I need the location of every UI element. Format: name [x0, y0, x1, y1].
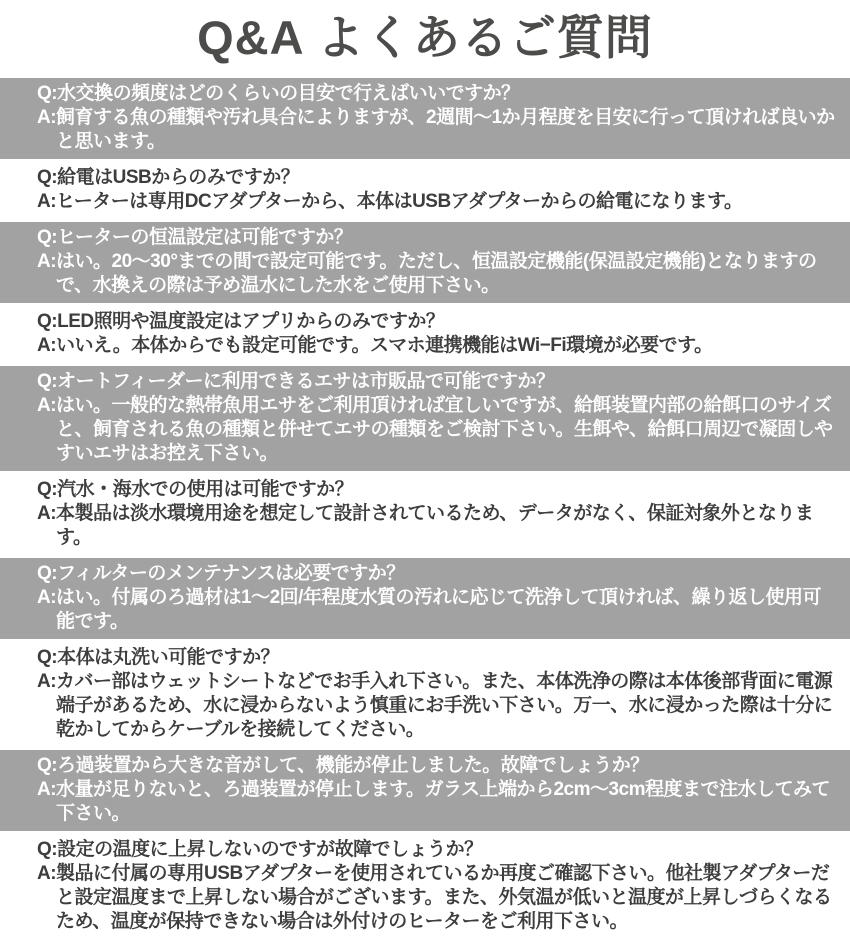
qa-item-saltwater [0, 474, 850, 555]
answer-text: A:ヒーターは専用DCアダプターから、本体はUSBアダプターからの給電になります。 [37, 191, 743, 212]
question-text: Q:ヒーターの恒温設定は可能ですか？ [37, 227, 353, 248]
question-text: Q:汽水・海水での使用は可能ですか？ [37, 479, 354, 500]
qa-item-filter-maintenance [0, 558, 850, 639]
answer-text: A:本製品は淡水環境用途を想定して設計されているため、データがなく、保証対象外となります。 [37, 503, 814, 548]
answer-text: A:はい。一般的な熱帯魚用エサをご利用頂ければ宜しいですが、給餌装置内部の給餌口のサイズと、飼育される魚の種類と併せてエサの種類をご検討下さい。生餌や、給餌口周辺で凝固しやすいエサはお控え下さい。 [37, 395, 833, 464]
answer-text: A:カバー部はウェットシートなどでお手入れ下さい。また、本体洗浄の際は本体後部背面に電源端子があるため、水に浸からないよう慎重にお手洗い下さい。万一、水に浸かった際は十分に乾かしてからケーブルを接続してください。 [37, 671, 833, 740]
answer-text: A:飼育する魚の種類や汚れ具合によりますが、2週間〜1か月程度を目安に行って頂ければ良いかと思います。 [37, 107, 835, 152]
answer-text: A:水量が足りないと、ろ過装置が停止します。ガラス上端から2cm〜3cm程度まで注水してみて下さい。 [37, 779, 831, 824]
qa-item-power-usb [0, 162, 850, 219]
page-title: Q&A よくあるご質問 [197, 11, 653, 64]
answer-text: A:いいえ。本体からでも設定可能です。スマホ連携機能はWi−Fi環境が必要です。 [37, 335, 713, 356]
qa-item-led-app [0, 306, 850, 363]
qa-item-filter-noise [0, 750, 850, 831]
qa-item-autofeeder-food [0, 366, 850, 471]
answer-text: A:製品に付属の専用USBアダプターを使用されているか再度ご確認下さい。他社製アダプターだと設定温度まで上昇しない場合がございます。また、外気温が低いと温度が上昇しづらくなるため、温度が保持できない場合は外付けのヒーターをご利用下さい。 [37, 863, 832, 932]
qa-item-washing [0, 642, 850, 747]
question-text: Q:フィルターのメンテナンスは必要ですか？ [37, 563, 405, 584]
question-text: Q:ろ過装置から大きな音がして、機能が停止しました。故障でしょうか？ [37, 755, 649, 776]
answer-text: A:はい。20〜30°までの間で設定可能です。ただし、恒温設定機能(保温設定機能)となりますので、水換えの際は予め温水にした水をご使用下さい。 [37, 251, 817, 296]
question-text: Q:設定の温度に上昇しないのですが故障でしょうか？ [37, 839, 483, 860]
question-text: Q:給電はUSBからのみですか？ [37, 167, 300, 188]
faq-list [0, 78, 850, 939]
answer-text: A:はい。付属のろ過材は1〜2回/年程度水質の汚れに応じて洗浄して頂ければ、繰り返し使用可能です。 [37, 587, 821, 632]
question-text: Q:オートフィーダーに利用できるエサは市販品で可能ですか？ [37, 371, 555, 392]
question-text: Q:本体は丸洗い可能ですか？ [37, 647, 280, 668]
qa-item-water-change [0, 78, 850, 159]
qa-item-heater-thermostat [0, 222, 850, 303]
question-text: Q:水交換の頻度はどのくらいの目安で行えばいいですか？ [37, 83, 520, 104]
question-text: Q:LED照明や温度設定はアプリからのみですか？ [37, 311, 445, 332]
